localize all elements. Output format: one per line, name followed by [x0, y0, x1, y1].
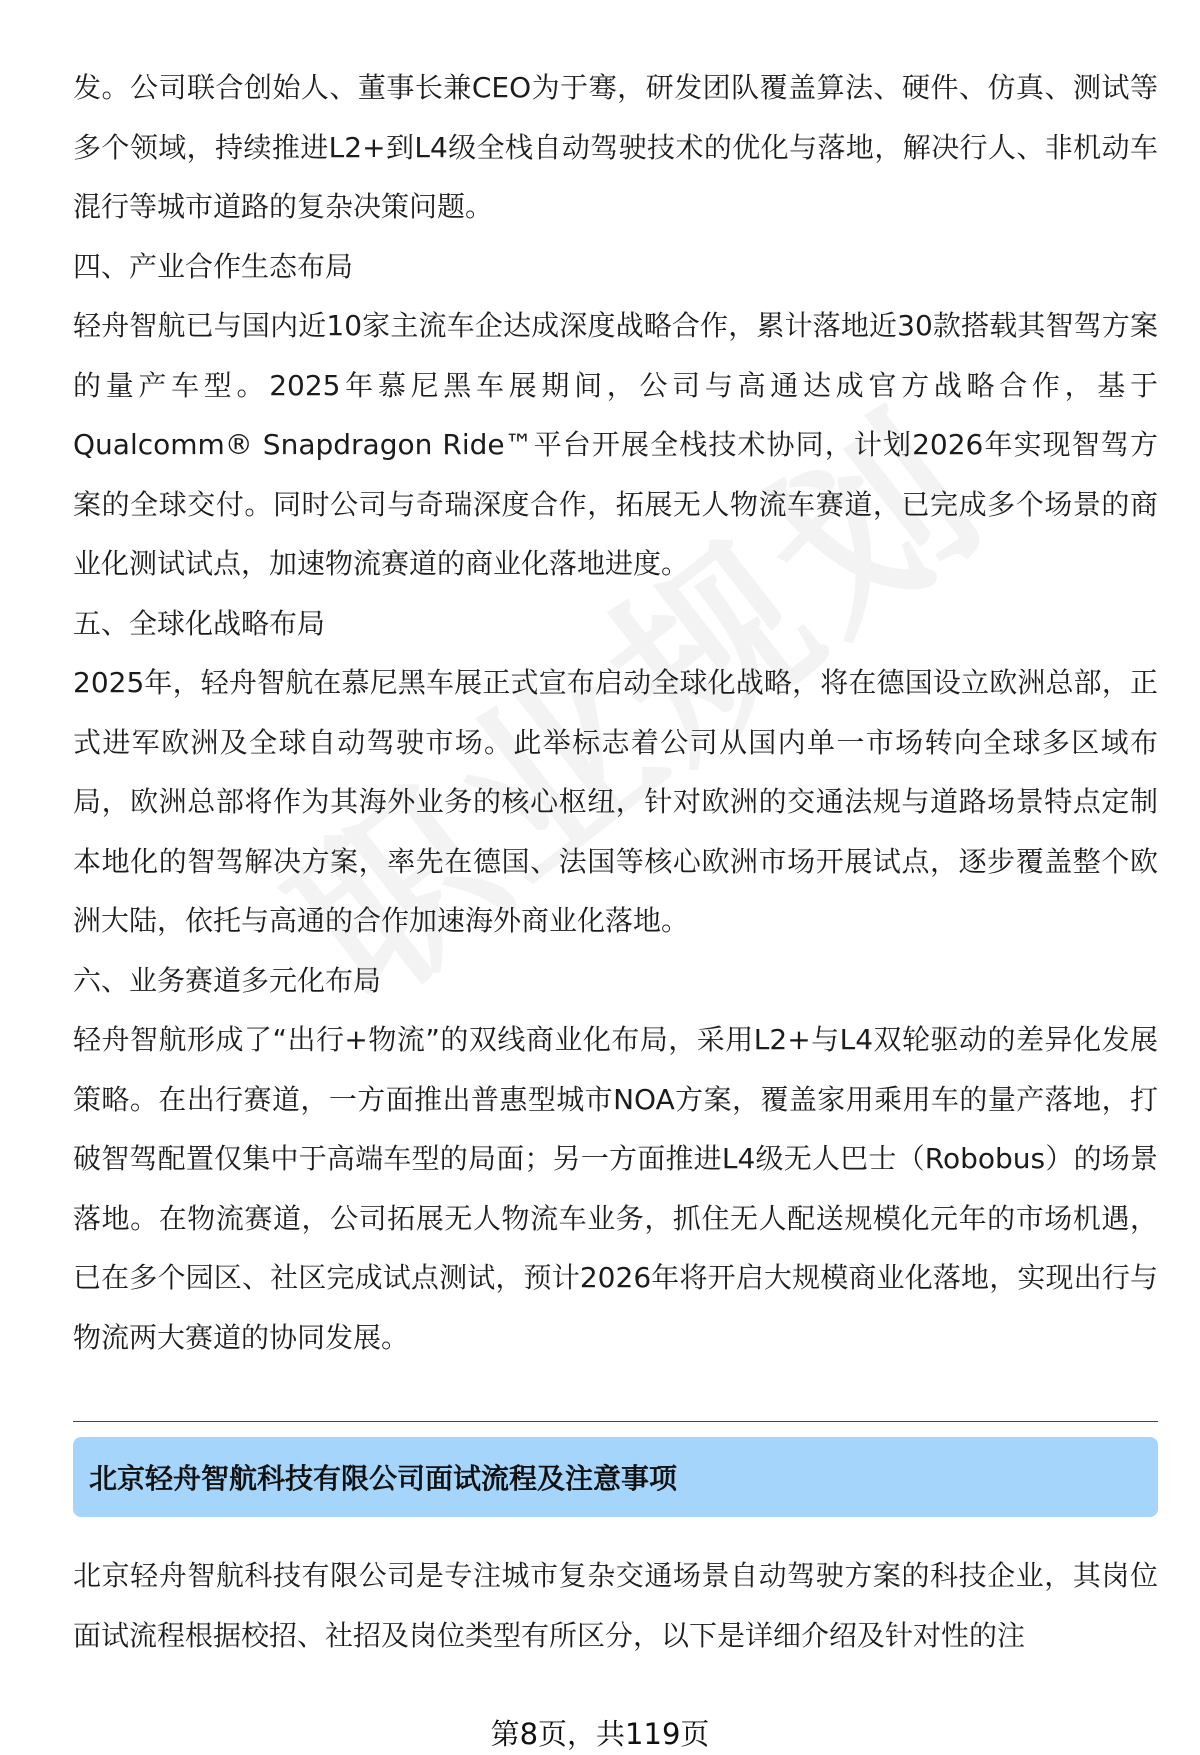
section-divider [73, 1421, 1158, 1422]
paragraph-industry-ecosystem: 轻舟智航已与国内近10家主流车企达成深度战略合作，累计落地近30款搭载其智驾方案的量产车型。2025年慕尼黑车展期间，公司与高通达成官方战略合作，基于Qualcomm® Snapdragon Ride™平台开展全栈技术协同，计划2026年实现智驾方案的全球交付。同时公司与奇瑞深度合作，拓展无人物流车赛道，已完成多个场景的商业化测试试点，加速物流赛道的商业化落地进度。 [73, 309, 1158, 580]
section-title: 北京轻舟智航科技有限公司面试流程及注意事项 [89, 1462, 678, 1495]
heading-globalization: 五、全球化战略布局 [73, 606, 326, 640]
page-number: 第8页，共119页 [490, 1717, 710, 1751]
paragraph-business-diversification: 轻舟智航形成了“出行+物流”的双线商业化布局，采用L2+与L4双轮驱动的差异化发展策略。在出行赛道，一方面推出普惠型城市NOA方案，覆盖家用乘用车的量产落地，打破智驾配置仅集中于高端车型的局面；另一方面推进L4级无人巴士（Robobus）的场景落地。在物流赛道，公司拓展无人物流车业务，抓住无人配送规模化元年的市场机遇，已在多个园区、社区完成试点测试，预计2026年将开启大规模商业化落地，实现出行与物流两大赛道的协同发展。 [73, 1023, 1158, 1354]
section-intro-paragraph: 北京轻舟智航科技有限公司是专注城市复杂交通场景自动驾驶方案的科技企业，其岗位面试流程根据校招、社招及岗位类型有所区分，以下是详细介绍及针对性的注 [73, 1559, 1158, 1652]
paragraph-intro-continued: 发。公司联合创始人、董事长兼CEO为于骞，研发团队覆盖算法、硬件、仿真、测试等多个领域，持续推进L2+到L4级全栈自动驾驶技术的优化与落地，解决行人、非机动车混行等城市道路的复杂决策问题。 [73, 71, 1158, 223]
heading-business-diversification: 六、业务赛道多元化布局 [73, 963, 382, 997]
heading-industry-ecosystem: 四、产业合作生态布局 [73, 249, 354, 283]
paragraph-globalization: 2025年，轻舟智航在慕尼黑车展正式宣布启动全球化战略，将在德国设立欧洲总部，正式进军欧洲及全球自动驾驶市场。此举标志着公司从国内单一市场转向全球多区域布局，欧洲总部将作为其海外业务的核心枢纽，针对欧洲的交通法规与道路场景特点定制本地化的智驾解决方案，率先在德国、法国等核心欧洲市场开展试点，逐步覆盖整个欧洲大陆，依托与高通的合作加速海外商业化落地。 [73, 666, 1158, 937]
body-content [73, 58, 1158, 1367]
section-header [73, 1437, 1158, 1517]
